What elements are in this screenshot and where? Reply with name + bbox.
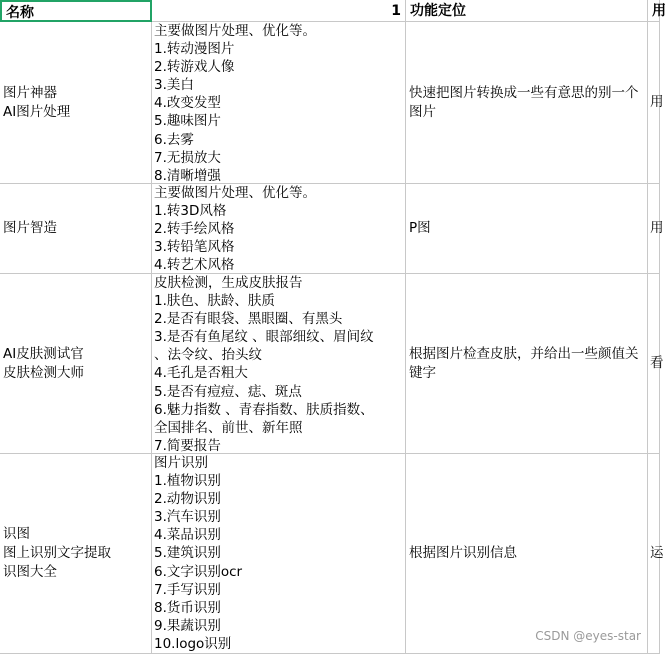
- desc-line: 4.菜品识别: [154, 527, 221, 544]
- desc-line: 主要做图片处理、优化等。: [154, 23, 316, 39]
- table-row: [0, 22, 664, 184]
- cell-extra[interactable]: [648, 454, 664, 654]
- desc-line: 6.文字识别ocr: [154, 563, 243, 580]
- desc-line: 6.去雾: [154, 131, 194, 148]
- desc-line: 9.果蔬识别: [154, 617, 221, 634]
- table-row: [0, 454, 664, 654]
- cell-position[interactable]: [406, 454, 648, 654]
- desc-line: 全国排名、前世、新年照: [154, 419, 303, 436]
- desc-line: 6.魅力指数 、青春指数、肤质指数、: [154, 401, 374, 418]
- cell-description[interactable]: [152, 22, 406, 184]
- name-line: AI图片处理: [3, 103, 71, 120]
- desc-line: 皮肤检测，生成皮肤报告: [154, 275, 303, 291]
- desc-line: 1.植物识别: [154, 473, 221, 490]
- cell-extra[interactable]: [648, 184, 664, 274]
- cell-extra[interactable]: [648, 274, 664, 454]
- desc-line: 7.无损放大: [154, 149, 221, 166]
- cell-name[interactable]: [0, 184, 152, 274]
- cell-name[interactable]: [0, 454, 152, 654]
- position-text: P图: [409, 220, 431, 236]
- desc-line: 3.是否有鱼尾纹 、眼部细纹、眉间纹: [154, 329, 374, 346]
- name-line: 图上识别文字提取: [3, 545, 111, 561]
- name-line: 图片智造: [3, 220, 57, 236]
- desc-line: 8.货币识别: [154, 599, 221, 616]
- cell-extra[interactable]: [648, 22, 664, 184]
- header-cell-description[interactable]: 1: [152, 0, 406, 22]
- desc-line: 8.清晰增强: [154, 167, 221, 184]
- desc-line: 1.转3D风格: [154, 203, 227, 220]
- name-line: 识图: [3, 526, 30, 542]
- cell-position[interactable]: [406, 184, 648, 274]
- desc-line: 5.趣味图片: [154, 113, 221, 130]
- header-cell-name[interactable]: 名称: [0, 0, 152, 22]
- desc-line: 5.建筑识别: [154, 545, 221, 562]
- desc-line: 4.转艺术风格: [154, 257, 235, 274]
- desc-line: 3.汽车识别: [154, 509, 221, 526]
- header-row: [0, 0, 666, 22]
- cell-description[interactable]: [152, 454, 406, 654]
- desc-line: 、法令纹、抬头纹: [154, 347, 262, 364]
- desc-line: 2.转手绘风格: [154, 221, 235, 238]
- header-cell-extra[interactable]: 用: [648, 0, 660, 22]
- cell-name[interactable]: [0, 22, 152, 184]
- cell-description[interactable]: [152, 184, 406, 274]
- desc-line: 4.改变发型: [154, 95, 221, 112]
- cell-description[interactable]: [152, 274, 406, 454]
- table-row: [0, 274, 664, 454]
- desc-line: 1.肤色、肤龄、肤质: [154, 293, 275, 310]
- desc-line: 7.手写识别: [154, 581, 221, 598]
- name-line: AI皮肤测试官: [3, 345, 84, 362]
- desc-line: 4.毛孔是否粗大: [154, 365, 248, 382]
- desc-line: 2.是否有眼袋、黑眼圈、有黑头: [154, 311, 343, 328]
- cell-position[interactable]: [406, 22, 648, 184]
- desc-line: 图片识别: [154, 455, 208, 471]
- desc-line: 2.动物识别: [154, 491, 221, 508]
- desc-line: 3.美白: [154, 77, 194, 94]
- position-text: 根据图片检查皮肤，并给出一些颜值关键字: [409, 345, 639, 381]
- cell-name[interactable]: [0, 274, 152, 454]
- extra-text: 用: [650, 94, 664, 110]
- cell-position[interactable]: [406, 274, 648, 454]
- desc-line: 10.logo识别: [154, 635, 232, 652]
- desc-line: 3.转铅笔风格: [154, 239, 235, 256]
- extra-text: 运: [650, 545, 664, 561]
- desc-line: 5.是否有痘痘、痣、斑点: [154, 383, 302, 400]
- extra-text: 看: [650, 355, 664, 371]
- desc-line: 2.转游戏人像: [154, 59, 235, 76]
- desc-line: 7.简要报告: [154, 437, 221, 454]
- extra-text: 用: [650, 220, 664, 236]
- name-line: 图片神器: [3, 84, 57, 101]
- watermark: CSDN @eyes-star: [535, 629, 641, 643]
- desc-line: 主要做图片处理、优化等。: [154, 185, 316, 201]
- name-line: 识图大全: [3, 564, 57, 580]
- desc-line: 1.转动漫图片: [154, 41, 235, 58]
- position-text: 快速把图片转换成一些有意思的别一个图片: [409, 84, 639, 120]
- table-row: [0, 184, 664, 274]
- position-text: 根据图片识别信息: [409, 545, 517, 561]
- name-line: 皮肤检测大师: [3, 364, 84, 381]
- header-cell-position[interactable]: 功能定位: [406, 0, 648, 22]
